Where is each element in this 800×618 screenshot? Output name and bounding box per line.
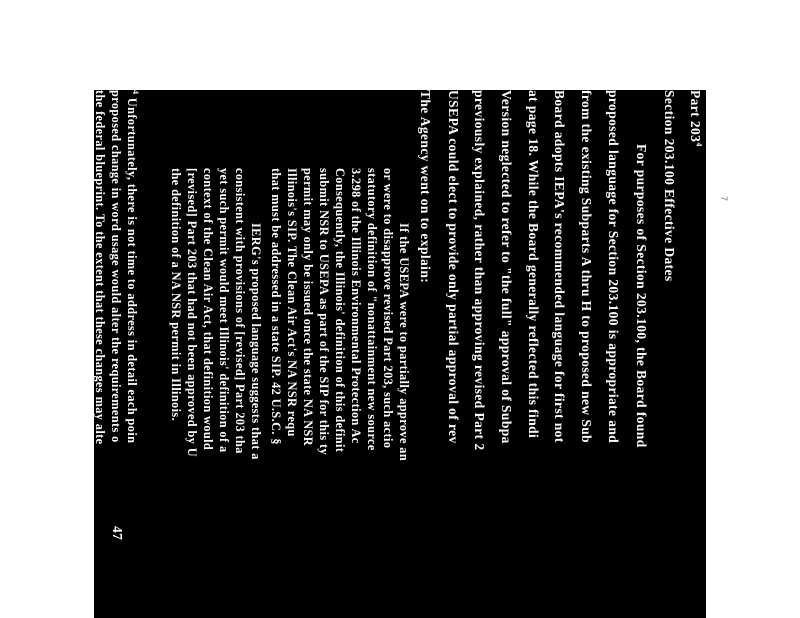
footnote-line: blueprint. IEPA Jan. 2017 at 4. In each instance that the Part Not bbox=[45, 90, 59, 459]
footnote-text: Unfortunately, there is not time to address in detail each poin bbox=[125, 97, 139, 444]
quote-line: IERG's proposed language suggests that a bbox=[249, 223, 263, 460]
body-line: from the existing Subparts A thru H to proposed new Sub bbox=[579, 90, 594, 444]
body-line: USEPA could elect to provide only partial approval of rev bbox=[446, 90, 461, 444]
body-line: previously explained, rather than approving revised Part 2 bbox=[472, 90, 487, 451]
page-heading bbox=[683, 90, 708, 147]
body-line: Version neglected to refer to "the full" approval of Subpa bbox=[499, 90, 514, 444]
scanned-page bbox=[13, 90, 706, 618]
footnote-marker: 4 bbox=[131, 90, 141, 95]
footnote-line: USEPA's requirements in 40 CFR 51.165, they threaten disapp bbox=[77, 90, 91, 442]
footnote-line: proposed change in word usage would alter the requirements o bbox=[109, 90, 123, 443]
heading-text: Part 203 bbox=[688, 90, 703, 143]
quote-line: the definition of a NA NSR permit in Illinois. bbox=[169, 168, 183, 422]
quote-line: 3.298 of the Illinois Environmental Protection Ac bbox=[349, 168, 363, 444]
quote-line: If the USEPA were to partially approve an bbox=[397, 223, 411, 462]
footnote-line bbox=[124, 90, 140, 443]
section-title: Section 203.100 Effective Dates bbox=[662, 90, 677, 282]
quote-line: [revised] Part 203 that had not been approved by U bbox=[185, 168, 199, 458]
body-line: at page 18. While the Board generally reflected this findi bbox=[526, 90, 541, 439]
quote-line: permit may only be issued once the state NA NSR bbox=[301, 168, 315, 447]
quote-line: yet such permit would meet Illinois' definition of a bbox=[217, 168, 231, 453]
quote-line: statutory definition of "nonattainment new source bbox=[365, 168, 379, 451]
page-number: 47 bbox=[110, 526, 125, 541]
quote-line: Consequently, the Illinois' definition of this definit bbox=[333, 168, 347, 453]
quote-line: or were to disapprove revised Part 203, such actio bbox=[381, 168, 395, 449]
body-line: The Agency went on to explain: bbox=[418, 90, 433, 284]
footnote-line: federal blueprint. bbox=[13, 90, 27, 190]
quote-line: context of the Clean Air Act, that definition would bbox=[201, 168, 215, 451]
heading-footnote-marker: 4 bbox=[694, 142, 704, 147]
footnote-line: Illinois SIP. In any case, unexplained changes to Part 203 may bbox=[61, 90, 75, 439]
body-line: For purposes of Section 203.100, the Board found bbox=[634, 144, 649, 448]
footnote-line: the federal blueprint. To the extent that these changes may alte bbox=[93, 90, 107, 445]
quote-line: Illinois's SIP. The Clean Air Act's NA NSR requ bbox=[285, 168, 299, 437]
margin-mark: 7 bbox=[719, 196, 729, 202]
quote-line: that must be addressed in a state SIP. 42 U.S.C. § bbox=[269, 168, 283, 445]
quote-line: submit NSR to USEPA as part of the SIP for this ty bbox=[317, 168, 331, 456]
footnote-line: blueprint, the Board should make explicit its consideration and bbox=[29, 90, 43, 447]
body-line: proposed language for Section 203.100 is appropriate and bbox=[606, 90, 621, 444]
body-line: Board adopts IEPA's recommended language for first not bbox=[552, 90, 567, 443]
rotated-page-content bbox=[13, 90, 706, 618]
quote-line: consistent with provisions of [revised] Part 203 tha bbox=[233, 168, 247, 454]
